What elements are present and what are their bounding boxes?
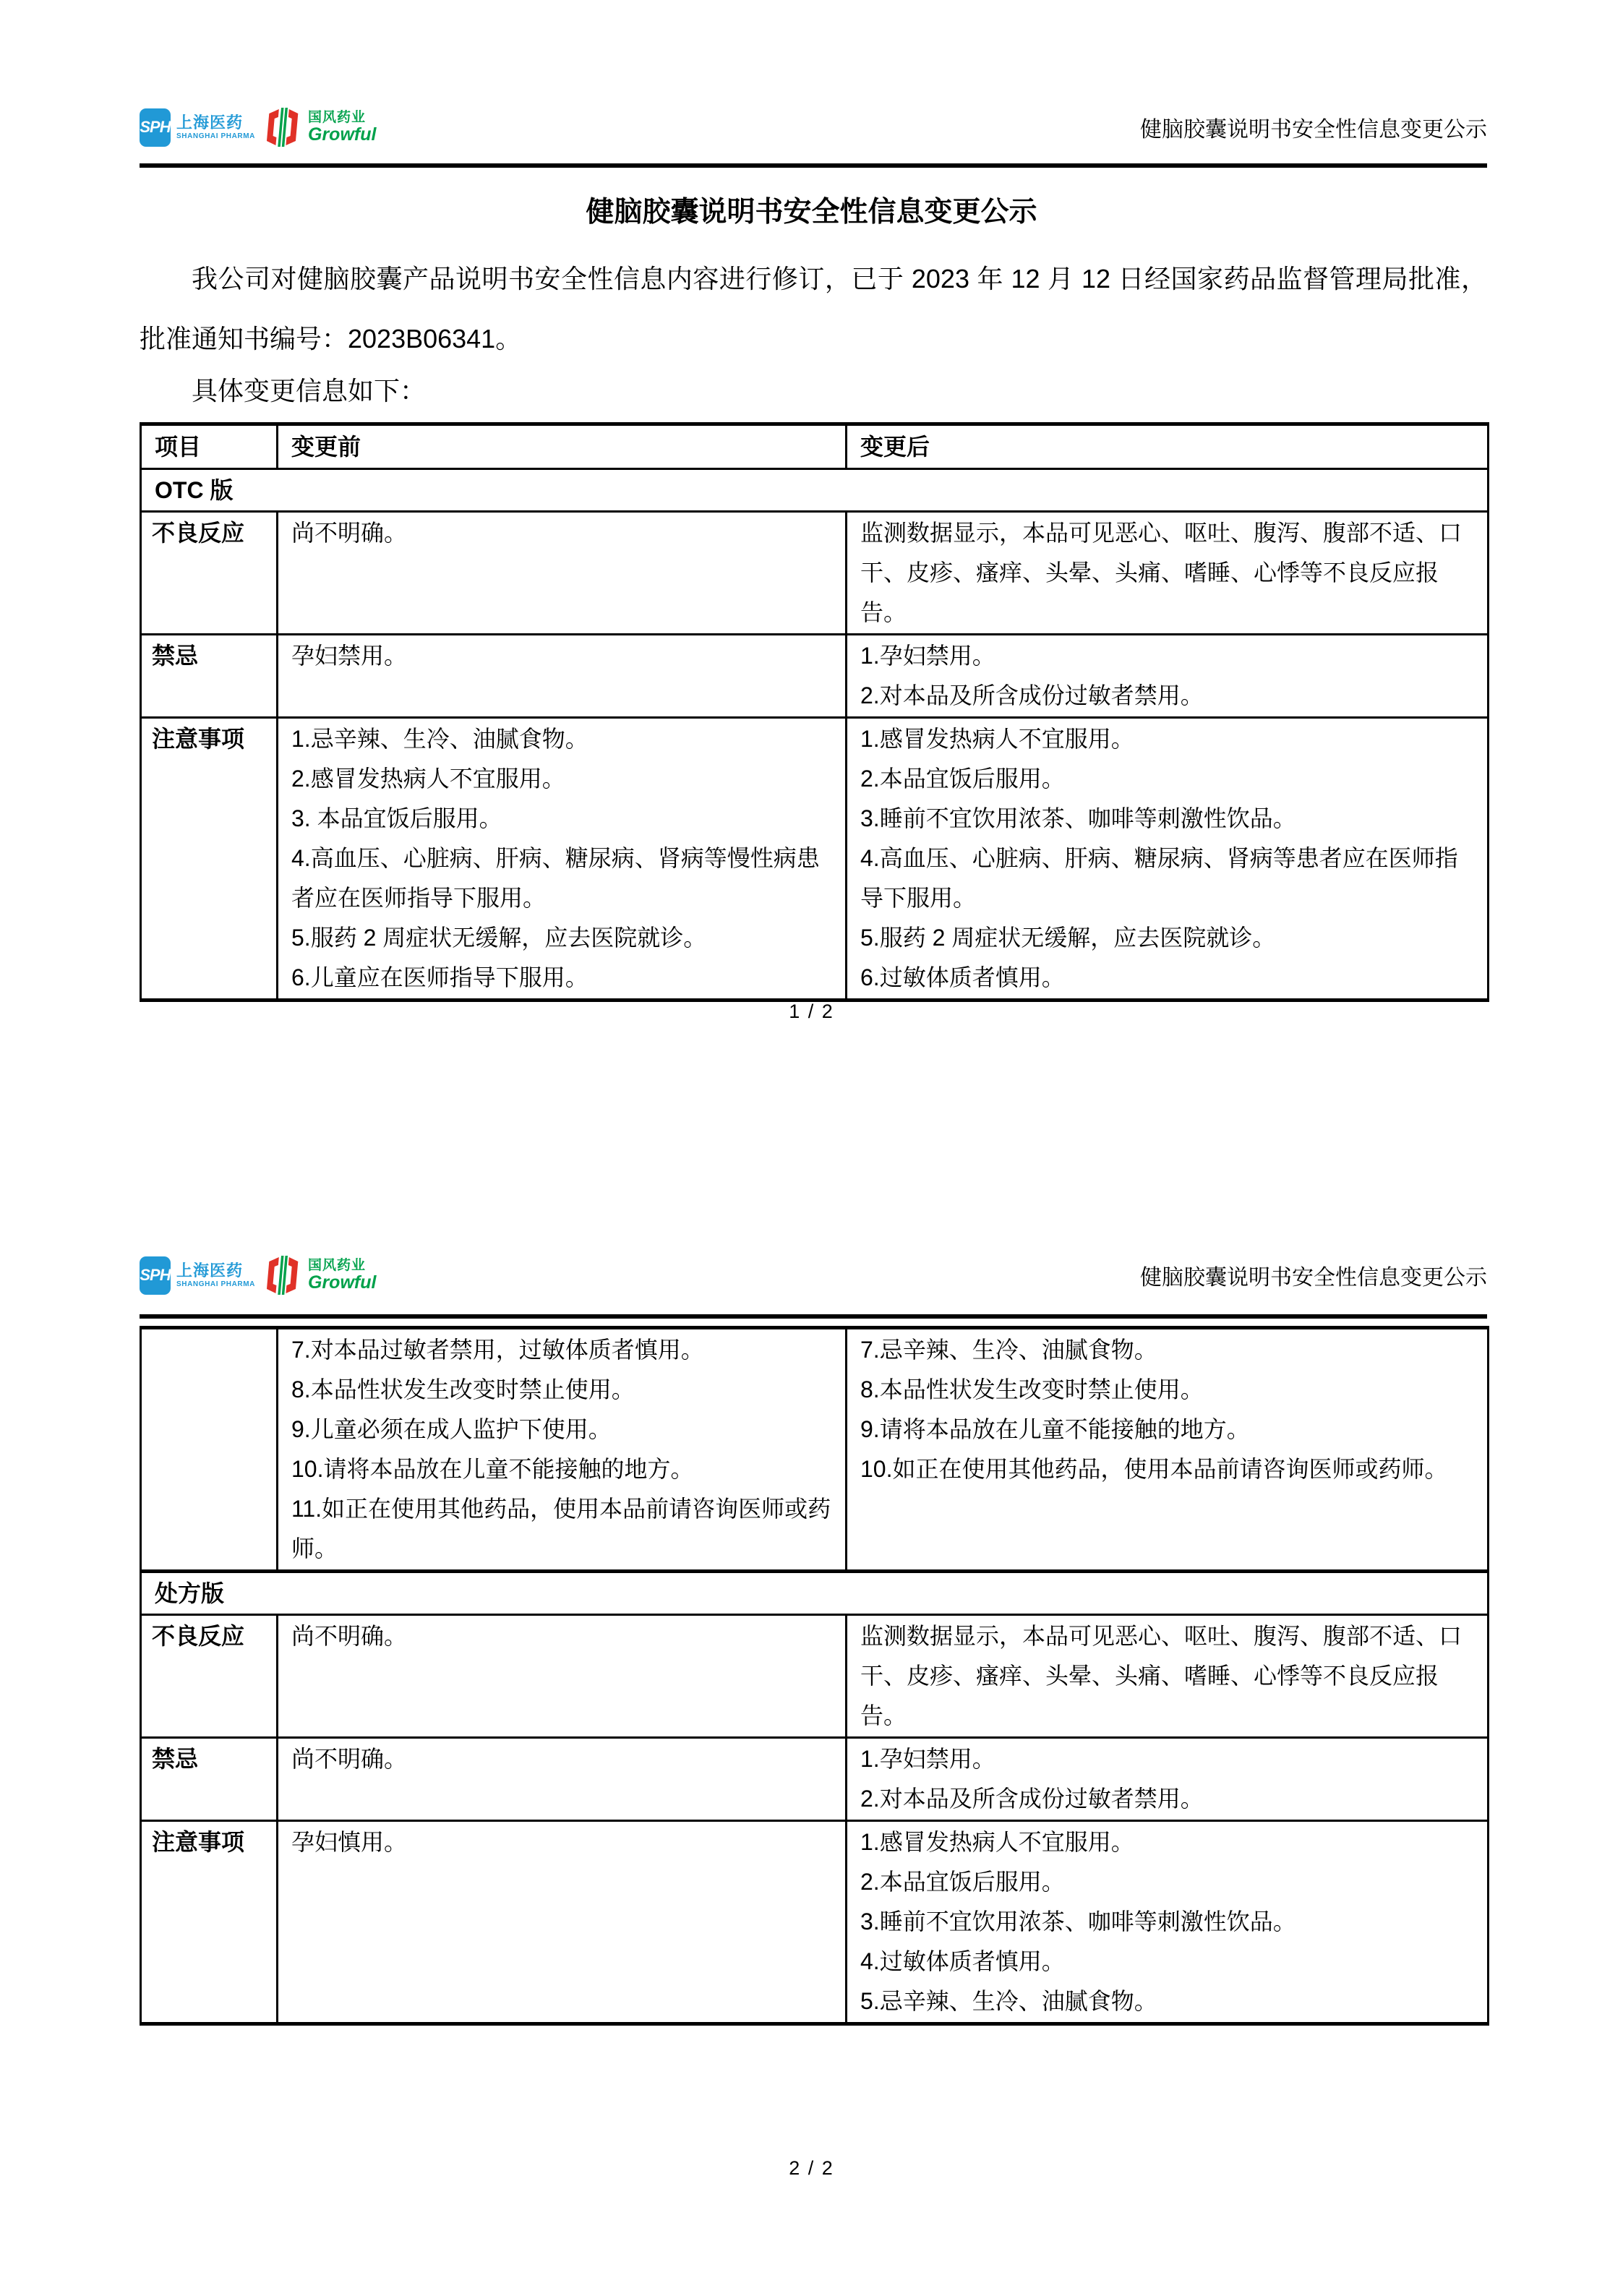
item-label-cell: [141, 512, 278, 635]
cell-line: 1.忌辛辣、生冷、油腻食物。: [291, 726, 588, 752]
table-row: [141, 512, 1489, 635]
table-row: [141, 424, 1489, 469]
cell-line: 1.孕妇禁用。: [860, 643, 995, 669]
column-header: 变更前: [278, 424, 847, 469]
cell-line: 1.感冒发热病人不宜服用。: [860, 726, 1134, 752]
cell-line: 尚不明确。: [291, 1623, 408, 1649]
document-title: 健脑胶囊说明书安全性信息变更公示: [586, 197, 1037, 228]
cell-line: 6.过敏体质者慎用。: [860, 964, 1065, 990]
item-label-cell: [141, 635, 278, 718]
after-change-cell: [847, 1328, 1489, 1572]
sph-logo-text: [176, 115, 255, 140]
page-2: [0, 1148, 1623, 2296]
sph-logo: [140, 1256, 255, 1295]
before-change-cell: [278, 512, 847, 635]
sph-name-en: SHANGHAI PHARMA: [176, 132, 255, 140]
cell-line: 8.本品性状发生改变时禁止使用。: [291, 1376, 635, 1402]
cell-line: 5.忌辛辣、生冷、油腻食物。: [860, 1988, 1157, 2014]
cell-line: 8.本品性状发生改变时禁止使用。: [860, 1376, 1204, 1402]
cell-line: 2.对本品及所含成份过敏者禁用。: [860, 682, 1204, 708]
page-number: 2 / 2: [789, 2157, 834, 2179]
cell-line: 3.睡前不宜饮用浓茶、咖啡等刺激性饮品。: [860, 1909, 1296, 1935]
company-logos: [140, 106, 376, 148]
growful-name-cn: 国风药业: [308, 110, 367, 125]
cell-line: 尚不明确。: [291, 520, 408, 546]
table-row: [141, 1738, 1489, 1821]
before-change-cell: [278, 1821, 847, 2024]
cell-line: 2.本品宜饭后服用。: [860, 766, 1065, 792]
header-rule: [140, 1314, 1487, 1319]
sph-badge-icon: SPH: [140, 1256, 171, 1295]
lead-in-text: 具体变更信息如下：: [192, 376, 427, 406]
item-label-cell: [141, 1738, 278, 1821]
change-comparison-table: [140, 1326, 1489, 2026]
cell-line: 5.服药 2 周症状无缓解，应去医院就诊。: [291, 925, 707, 951]
before-change-cell: [278, 1615, 847, 1738]
table-row: [141, 1615, 1489, 1738]
before-change-cell: [278, 635, 847, 718]
growful-logo: [267, 108, 376, 147]
item-label-cell: [141, 1615, 278, 1738]
intro-paragraph: 我公司对健脑胶囊产品说明书安全性信息内容进行修订，已于 2023 年 12 月 12 日经国家药品监督管理局批准，批准通知书编号：2023B06341。: [140, 264, 1487, 354]
cell-line: 7.忌辛辣、生冷、油腻食物。: [860, 1337, 1157, 1363]
growful-logo-text: [308, 111, 376, 144]
after-change-cell: [847, 512, 1489, 635]
growful-mark-icon: [267, 1256, 301, 1295]
before-change-cell: [278, 718, 847, 1001]
cell-line: 3.睡前不宜饮用浓茶、咖啡等刺激性饮品。: [860, 805, 1296, 831]
sph-logo-text: [176, 1263, 255, 1288]
growful-logo: [267, 1256, 376, 1295]
running-header-title: 健脑胶囊说明书安全性信息变更公示: [1140, 118, 1487, 142]
growful-name-cn: 国风药业: [308, 1258, 367, 1273]
cell-line: 不良反应: [152, 520, 245, 546]
running-header-title: 健脑胶囊说明书安全性信息变更公示: [1140, 1266, 1487, 1290]
page-header: [140, 104, 1487, 150]
company-logos: [140, 1254, 376, 1296]
cell-line: 2.对本品及所含成份过敏者禁用。: [860, 1786, 1204, 1812]
table-row: [141, 635, 1489, 718]
section-label: OTC 版: [141, 469, 1489, 512]
growful-name-en: Growful: [308, 124, 377, 145]
growful-mark-icon: [267, 108, 301, 147]
after-change-cell: [847, 718, 1489, 1001]
cell-line: 注意事项: [152, 1829, 245, 1855]
page-header: [140, 1252, 1487, 1298]
header-rule: [140, 163, 1487, 168]
section-label: 处方版: [141, 1572, 1489, 1615]
cell-line: 5.服药 2 周症状无缓解，应去医院就诊。: [860, 925, 1276, 951]
sph-name-cn: 上海医药: [176, 1261, 244, 1280]
cell-line: 7.对本品过敏者禁用，过敏体质者慎用。: [291, 1337, 704, 1363]
cell-line: 禁忌: [152, 1746, 199, 1772]
cell-line: 注意事项: [152, 726, 245, 752]
cell-line: 不良反应: [152, 1623, 245, 1649]
after-change-cell: [847, 635, 1489, 718]
cell-line: 4.高血压、心脏病、肝病、糖尿病、肾病等患者应在医师指导下服用。: [860, 845, 1458, 911]
cell-line: 2.感冒发热病人不宜服用。: [291, 766, 565, 792]
growful-name-en: Growful: [308, 1272, 377, 1293]
page-number: 1 / 2: [789, 1001, 834, 1022]
growful-logo-text: [308, 1259, 376, 1292]
item-label-cell: [141, 1328, 278, 1572]
cell-line: 10.如正在使用其他药品，使用本品前请咨询医师或药师。: [860, 1456, 1448, 1482]
table-row: [141, 469, 1489, 512]
item-label-cell: [141, 1821, 278, 2024]
before-change-cell: [278, 1328, 847, 1572]
cell-line: 孕妇慎用。: [291, 1829, 408, 1855]
column-header: 变更后: [847, 424, 1489, 469]
cell-line: 3. 本品宜饭后服用。: [291, 805, 502, 831]
table-row: [141, 718, 1489, 1001]
after-change-cell: [847, 1821, 1489, 2024]
sph-name-cn: 上海医药: [176, 113, 244, 132]
change-comparison-table: [140, 422, 1489, 1002]
after-change-cell: [847, 1738, 1489, 1821]
cell-line: 1.孕妇禁用。: [860, 1746, 995, 1772]
sph-name-en: SHANGHAI PHARMA: [176, 1280, 255, 1288]
before-change-cell: [278, 1738, 847, 1821]
cell-line: 4.过敏体质者慎用。: [860, 1948, 1065, 1974]
cell-line: 禁忌: [152, 643, 199, 669]
cell-line: 监测数据显示，本品可见恶心、呕吐、腹泻、腹部不适、口干、皮疹、瘙痒、头晕、头痛、嗜睡、心悸等不良反应报告。: [860, 1623, 1463, 1729]
change-table-page2: [140, 1326, 1489, 2026]
after-change-cell: [847, 1615, 1489, 1738]
sph-badge-icon: SPH: [140, 108, 171, 147]
cell-line: 2.本品宜饭后服用。: [860, 1869, 1065, 1895]
sph-logo: [140, 108, 255, 147]
cell-line: 9.儿童必须在成人监护下使用。: [291, 1416, 612, 1442]
cell-line: 10.请将本品放在儿童不能接触的地方。: [291, 1456, 694, 1482]
cell-line: 4.高血压、心脏病、肝病、糖尿病、肾病等慢性病患者应在医师指导下服用。: [291, 845, 820, 911]
item-label-cell: [141, 718, 278, 1001]
change-table-page1: [140, 422, 1489, 1002]
cell-line: 监测数据显示，本品可见恶心、呕吐、腹泻、腹部不适、口干、皮疹、瘙痒、头晕、头痛、嗜睡、心悸等不良反应报告。: [860, 520, 1463, 625]
table-row: [141, 1821, 1489, 2024]
cell-line: 尚不明确。: [291, 1746, 408, 1772]
cell-line: 孕妇禁用。: [291, 643, 408, 669]
cell-line: 11.如正在使用其他药品，使用本品前请咨询医师或药师。: [291, 1496, 831, 1562]
cell-line: 9.请将本品放在儿童不能接触的地方。: [860, 1416, 1250, 1442]
table-row: [141, 1328, 1489, 1572]
cell-line: 6.儿童应在医师指导下服用。: [291, 964, 588, 990]
table-row: [141, 1572, 1489, 1615]
cell-line: 1.感冒发热病人不宜服用。: [860, 1829, 1134, 1855]
column-header: 项目: [141, 424, 278, 469]
